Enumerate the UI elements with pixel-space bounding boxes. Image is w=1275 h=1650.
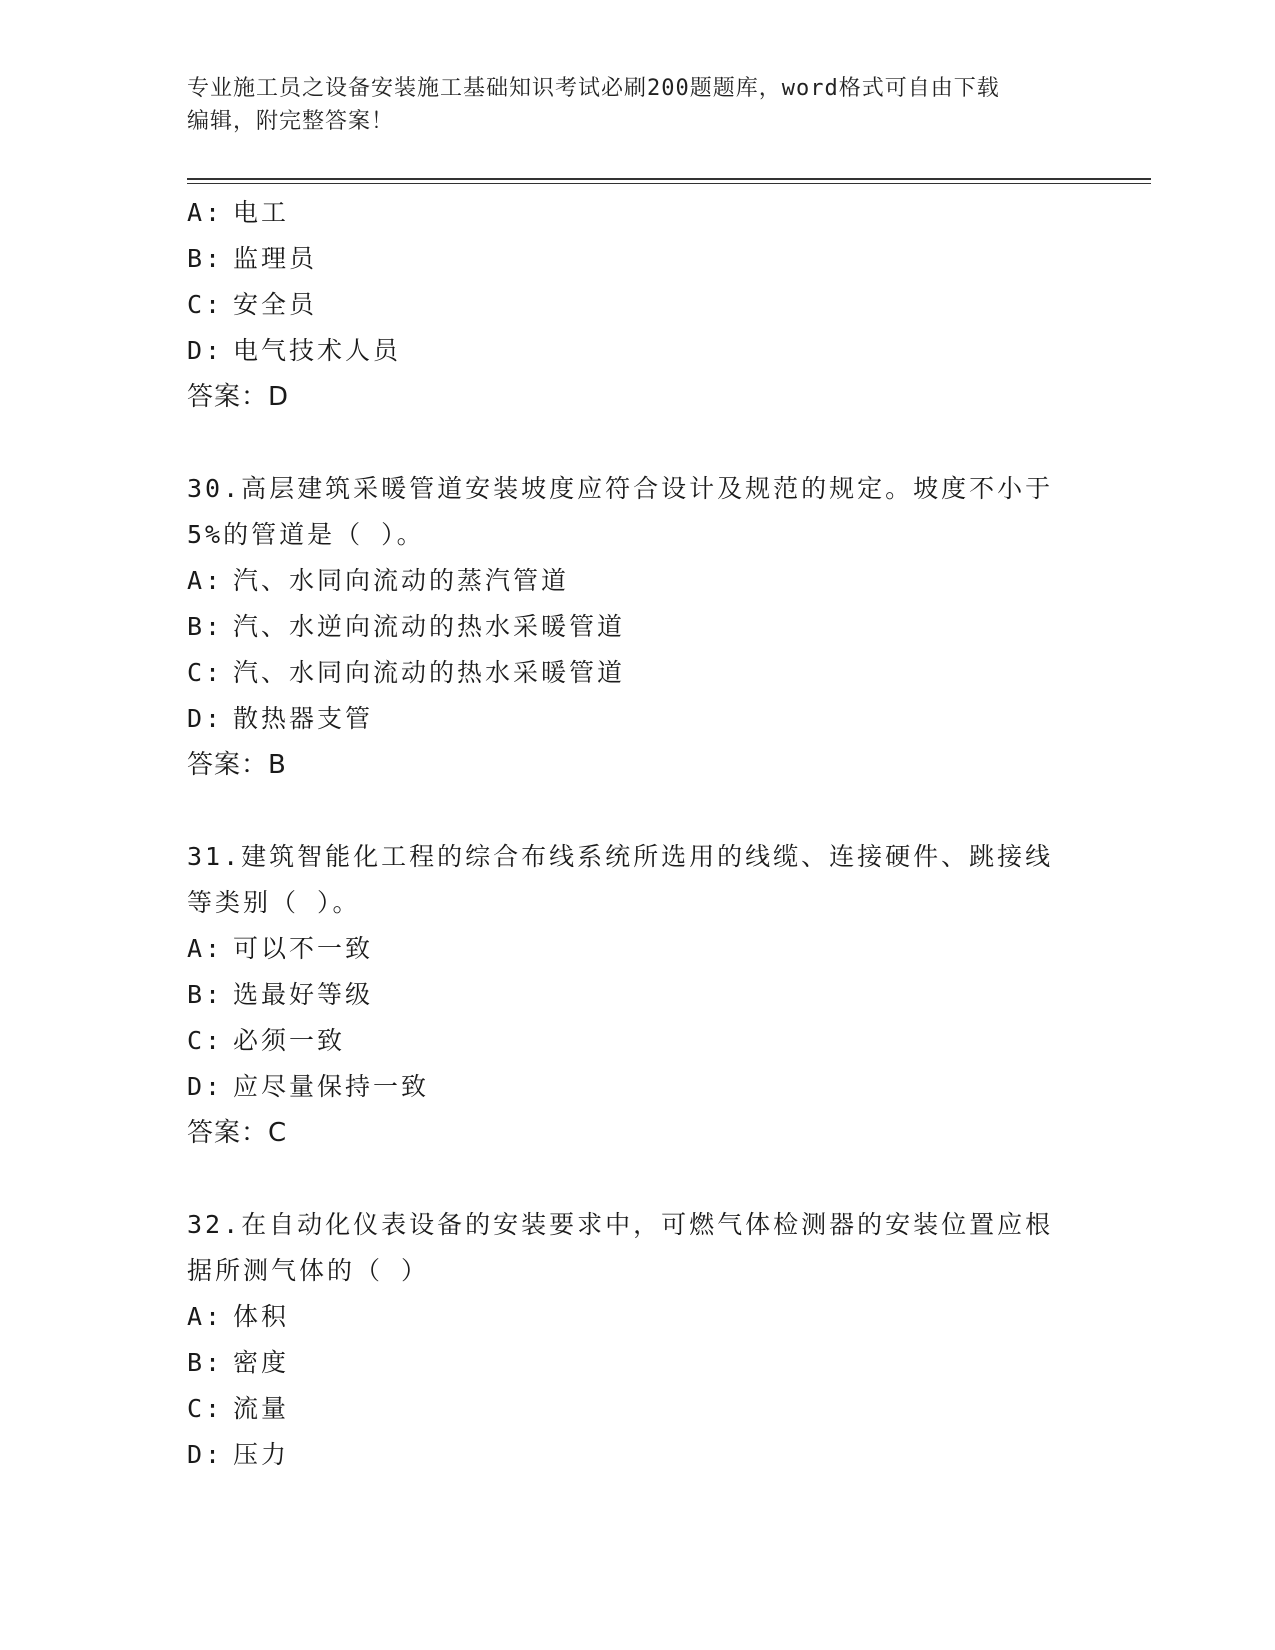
option-letter: D:	[187, 704, 224, 733]
option-letter: C:	[187, 290, 224, 319]
option-b	[187, 604, 1087, 650]
option-c	[187, 1018, 1087, 1064]
option-d	[187, 328, 1087, 374]
option-a	[187, 190, 1087, 236]
option-text: 流量	[233, 1394, 290, 1423]
option-letter: B:	[187, 1348, 224, 1377]
document-header	[187, 72, 1067, 138]
question-block-30	[187, 466, 1087, 788]
option-text: 汽、水同向流动的蒸汽管道	[233, 566, 570, 595]
answer-label: 答案：D	[187, 382, 290, 412]
option-letter: D:	[187, 336, 224, 365]
option-d	[187, 1432, 1087, 1478]
question-stem-line-1: 32.在自动化仪表设备的安装要求中，可燃气体检测器的安装位置应根	[187, 1210, 1054, 1239]
option-text: 汽、水逆向流动的热水采暖管道	[233, 612, 626, 641]
option-a	[187, 558, 1087, 604]
option-text: 可以不一致	[233, 934, 374, 963]
option-text: 选最好等级	[233, 980, 374, 1009]
option-b	[187, 236, 1087, 282]
option-text: 密度	[233, 1348, 290, 1377]
option-text: 散热器支管	[233, 704, 374, 733]
option-a	[187, 926, 1087, 972]
question-stem-line-1: 30.高层建筑采暖管道安装坡度应符合设计及规范的规定。坡度不小于	[187, 474, 1054, 503]
option-d	[187, 696, 1087, 742]
option-letter: B:	[187, 980, 224, 1009]
question-stem-line-1: 31.建筑智能化工程的综合布线系统所选用的线缆、连接硬件、跳接线	[187, 842, 1054, 871]
option-text: 电气技术人员	[233, 336, 402, 365]
option-b	[187, 972, 1087, 1018]
question-stem-line-2: 据所测气体的（ ）	[187, 1256, 430, 1285]
option-letter: D:	[187, 1072, 224, 1101]
option-text: 安全员	[233, 290, 318, 319]
question-stem-line-2: 5%的管道是（ ）。	[187, 520, 425, 549]
option-letter: C:	[187, 658, 224, 687]
option-letter: A:	[187, 934, 224, 963]
header-title-line-1: 专业施工员之设备安装施工基础知识考试必刷200题题库，word格式可自由下载	[187, 76, 1000, 101]
answer-label: 答案：B	[187, 750, 287, 780]
header-title-line-2: 编辑，附完整答案！	[187, 109, 395, 134]
option-text: 压力	[233, 1440, 290, 1469]
option-letter: C:	[187, 1026, 224, 1055]
option-letter: D:	[187, 1440, 224, 1469]
option-text: 监理员	[233, 244, 318, 273]
option-letter: A:	[187, 198, 224, 227]
option-letter: B:	[187, 612, 224, 641]
header-divider	[187, 178, 1151, 184]
option-letter: A:	[187, 566, 224, 595]
option-letter: A:	[187, 1302, 224, 1331]
option-text: 必须一致	[233, 1026, 346, 1055]
option-d	[187, 1064, 1087, 1110]
option-letter: B:	[187, 244, 224, 273]
option-a	[187, 1294, 1087, 1340]
option-c	[187, 282, 1087, 328]
option-c	[187, 650, 1087, 696]
option-text: 应尽量保持一致	[233, 1072, 430, 1101]
option-text: 体积	[233, 1302, 290, 1331]
option-text: 汽、水同向流动的热水采暖管道	[233, 658, 626, 687]
option-c	[187, 1386, 1087, 1432]
question-block-29	[187, 190, 1087, 420]
option-letter: C:	[187, 1394, 224, 1423]
option-b	[187, 1340, 1087, 1386]
question-block-31	[187, 834, 1087, 1156]
option-text: 电工	[233, 198, 290, 227]
question-block-32	[187, 1202, 1087, 1478]
question-stem-line-2: 等类别（ ）。	[187, 888, 361, 917]
answer-label: 答案：C	[187, 1118, 288, 1148]
question-list	[187, 190, 1087, 1478]
